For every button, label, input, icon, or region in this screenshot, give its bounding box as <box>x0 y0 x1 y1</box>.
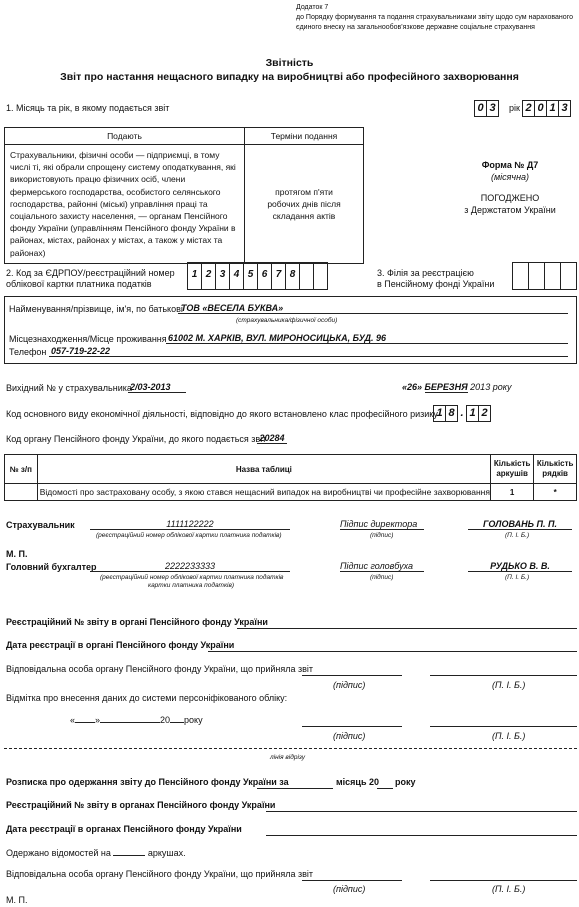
pfu-code-value[interactable]: 20284 <box>257 433 287 444</box>
outgoing-label: Вихідний № у страхувальника <box>6 383 132 393</box>
month-digit: 3 <box>486 100 499 117</box>
receipt-responsible-label: Відповідальна особа органу Пенсійного фонду України, що прийняла звіт <box>6 869 314 879</box>
tables-header-num: № з/п <box>5 455 38 484</box>
kved-label: Код основного виду економічної діяльності, відповідно до якого встановлено клас професійного ризику <box>6 409 438 419</box>
tables-row-sheets[interactable]: 1 <box>490 484 533 501</box>
receipt-year-suffix: року <box>395 777 416 787</box>
form-periodicity: (місячна) <box>490 171 530 182</box>
insurer-phone-label: Телефон <box>9 347 47 357</box>
period-year-boxes[interactable] <box>522 100 570 117</box>
date-year-prefix: 20 <box>160 715 171 725</box>
date-close-quote: » <box>95 715 101 725</box>
submission-header-terms: Терміни подання <box>245 128 364 145</box>
director-name[interactable]: ГОЛОВАНЬ П. П. <box>468 519 572 530</box>
submission-table <box>4 127 364 264</box>
kved-digit: 1 <box>466 405 479 422</box>
accountant-code-hint-2: картки платника податків) <box>148 582 235 589</box>
edrpou-digit: 3 <box>215 262 230 290</box>
edrpou-digit: 5 <box>243 262 258 290</box>
received-suffix: аркушах. <box>147 848 186 858</box>
outgoing-number[interactable]: 2/03-2013 <box>128 382 186 393</box>
pfu-code-label: Код органу Пенсійного фонду України, до якого подається звіт <box>6 434 267 444</box>
receipt-name-line[interactable] <box>430 880 577 881</box>
kved-boxes[interactable] <box>433 405 490 423</box>
edrpou-label-2: облікової картки платника податків <box>6 279 152 289</box>
receipt-reg-date-line[interactable] <box>266 835 577 836</box>
accountant-name[interactable]: РУДЬКО В. В. <box>468 561 572 572</box>
director-name-hint: (П. І. Б.) <box>505 532 530 539</box>
receipt-reg-number-line[interactable] <box>266 811 577 812</box>
receipt-name-hint: (П. І. Б.) <box>492 884 526 894</box>
edrpou-digit: 8 <box>285 262 300 290</box>
edrpou-digit: 1 <box>187 262 202 290</box>
outgoing-year-suffix: року <box>492 382 512 392</box>
insurer-name-label: Найменування/прізвище, ім'я, по батькові <box>9 304 183 314</box>
form-approved-2: з Держстатом України <box>464 204 556 215</box>
receipt-reg-number-label: Реєстраційний № звіту в органах Пенсійного фонду України <box>6 800 276 810</box>
receipt-sign-line[interactable] <box>302 880 402 881</box>
period-month-boxes[interactable] <box>474 100 498 117</box>
outgoing-date[interactable] <box>402 382 511 392</box>
personified-label: Відмітка про внесення даних до системи персоніфікованого обліку: <box>6 693 288 703</box>
personified-date[interactable] <box>70 715 203 725</box>
table-row <box>5 484 577 501</box>
tables-list <box>4 454 577 501</box>
form-approved-1: ПОГОДЖЕНО <box>480 193 540 203</box>
accountant-sign-hint: (підпис) <box>370 574 394 581</box>
edrpou-digit <box>299 262 314 290</box>
reg-date-label: Дата реєстрації в органі Пенсійного фонду України <box>6 640 235 650</box>
submission-who: Страхувальники, фізичні особи — підприємці, в тому числі ті, які обрали спрощену систему оподаткування, які використовують працю фізичних осіб, члени фермерського господарства, особистого селянського господарства, районні (міські) управління праці та соціального захисту населення, — органам Пенсійного фонду України (управлінням Пенсійного фонду України в районах, містах, районах у містах, а також у містах та районах) <box>5 145 245 264</box>
outgoing-day: «26» <box>402 382 423 392</box>
period-year-label: рік <box>509 103 520 113</box>
branch-cell <box>544 262 561 290</box>
personified-sign-line[interactable] <box>302 726 402 727</box>
date-open-quote: « <box>70 715 76 725</box>
form-number: Форма № Д7 <box>481 160 539 170</box>
tables-row-num <box>5 484 38 501</box>
personified-name-hint: (П. І. Б.) <box>492 731 526 741</box>
appendix-note <box>296 3 573 33</box>
edrpou-digit: 6 <box>257 262 272 290</box>
edrpou-digit: 7 <box>271 262 286 290</box>
branch-cell <box>512 262 529 290</box>
tables-header-name: Назва таблиці <box>37 455 490 484</box>
receipt-stamp: М. П. <box>6 895 28 905</box>
receipt-sign-hint: (підпис) <box>333 884 366 894</box>
year-digit: 1 <box>546 100 559 117</box>
insurer-address-value[interactable]: 61002 М. ХАРКІВ, ВУЛ. МИРОНОСИЦЬКА, БУД. 96 <box>166 333 568 344</box>
accountant-sign[interactable]: Підпис головбуха <box>340 561 424 572</box>
received-line[interactable] <box>6 848 186 858</box>
submission-terms: протягом п'яти робочих днів після складання актів <box>245 145 364 264</box>
edrpou-boxes[interactable] <box>187 262 327 290</box>
outgoing-year: 2013 <box>470 382 491 392</box>
year-digit: 0 <box>534 100 547 117</box>
year-digit: 2 <box>522 100 535 117</box>
personified-name-line[interactable] <box>430 726 577 727</box>
branch-label <box>377 268 494 290</box>
responsible-sign-line[interactable] <box>302 675 402 676</box>
receipt-title: Розписка про одержання звіту до Пенсійного фонду України за <box>6 777 289 787</box>
insurer-sign-label: Страхувальник <box>6 520 75 530</box>
edrpou-digit <box>313 262 328 290</box>
year-digit: 3 <box>558 100 571 117</box>
receipt-month-label: місяць 20 <box>336 777 379 787</box>
accountant-name-hint: (П. І. Б.) <box>505 574 530 581</box>
received-prefix: Одержано відомостей на <box>6 848 111 858</box>
cut-line <box>4 748 577 749</box>
page-title <box>0 56 579 84</box>
director-sign-hint: (підпис) <box>370 532 394 539</box>
edrpou-label-1: 2. Код за ЄДРПОУ/реєстраційний номер <box>6 268 175 278</box>
branch-cell <box>560 262 577 290</box>
month-digit: 0 <box>474 100 487 117</box>
kved-digit: 8 <box>445 405 458 422</box>
accountant-code[interactable]: 2222233333 <box>90 561 290 572</box>
form-info <box>440 160 579 216</box>
director-sign[interactable]: Підпис директора <box>340 519 424 530</box>
responsible-name-line[interactable] <box>430 675 577 676</box>
edrpou-digit: 4 <box>229 262 244 290</box>
tables-header-rows: Кількість рядків <box>534 455 577 484</box>
tables-row-rows[interactable]: * <box>534 484 577 501</box>
insurer-name-value[interactable]: ТОВ «ВЕСЕЛА БУКВА» <box>178 303 568 314</box>
appendix-line-2: до Порядку формування та подання страхувальниками звіту щодо сум нарахованого <box>296 14 573 21</box>
accountant-label: Головний бухгалтер <box>6 562 97 572</box>
reg-number-label: Реєстраційний № звіту в органі Пенсійного фонду України <box>6 617 268 627</box>
cut-line-label: лінія відрізу <box>270 754 305 761</box>
receipt-period-line[interactable] <box>257 788 333 789</box>
kved-digit: 2 <box>478 405 491 422</box>
stamp-label: М. П. <box>6 549 28 559</box>
title-line-1: Звітність <box>265 57 314 69</box>
responsible-label: Відповідальна особа органу Пенсійного фонду України, що прийняла звіт <box>6 664 314 674</box>
submission-header-who: Подають <box>5 128 245 145</box>
insurer-address-label: Місцезнаходження/Місце проживання <box>9 334 167 344</box>
receipt-reg-date-label: Дата реєстрації в органах Пенсійного фонду України <box>6 824 242 834</box>
insurer-code-hint: (реєстраційний номер облікової картки платника податків) <box>96 532 282 539</box>
responsible-name-hint: (П. І. Б.) <box>492 680 526 690</box>
tables-header-sheets: Кількість аркушів <box>490 455 533 484</box>
branch-label-2: в Пенсійному фонді України <box>377 279 495 289</box>
insurer-phone-value[interactable]: 057-719-22-22 <box>49 346 568 357</box>
title-line-2: Звіт про настання нещасного випадку на виробництві або професійного захворювання <box>60 71 519 83</box>
branch-cell <box>528 262 545 290</box>
appendix-line-1: Додаток 7 <box>296 4 329 11</box>
branch-boxes[interactable] <box>512 262 576 290</box>
date-year-suffix: року <box>184 715 203 725</box>
edrpou-digit: 2 <box>201 262 216 290</box>
reg-date-line[interactable] <box>208 651 577 652</box>
personified-sign-hint: (підпис) <box>333 731 366 741</box>
appendix-line-3: єдиного внеску на загальнообов'язкове державне соціальне страхування <box>296 24 535 31</box>
kved-digit: . <box>460 407 464 419</box>
accountant-code-hint-1: (реєстраційний номер облікової картки платника податків <box>100 574 284 581</box>
branch-label-1: 3. Філія за реєстрацією <box>377 268 474 278</box>
responsible-sign-hint: (підпис) <box>333 680 366 690</box>
reg-number-line[interactable] <box>237 628 577 629</box>
period-label: 1. Місяць та рік, в якому подається звіт <box>6 103 170 113</box>
edrpou-label <box>6 268 175 290</box>
receipt-year-line[interactable] <box>377 788 393 789</box>
outgoing-month: БЕРЕЗНЯ <box>424 382 468 392</box>
tables-row-name: Відомості про застраховану особу, з якою стався нещасний випадок на виробництві чи професійне захворювання <box>37 484 490 501</box>
insurer-name-hint: (страхувальника/фізичної особи) <box>236 317 338 324</box>
insurer-code[interactable]: 1111122222 <box>90 519 290 530</box>
kved-digit: 1 <box>433 405 446 422</box>
